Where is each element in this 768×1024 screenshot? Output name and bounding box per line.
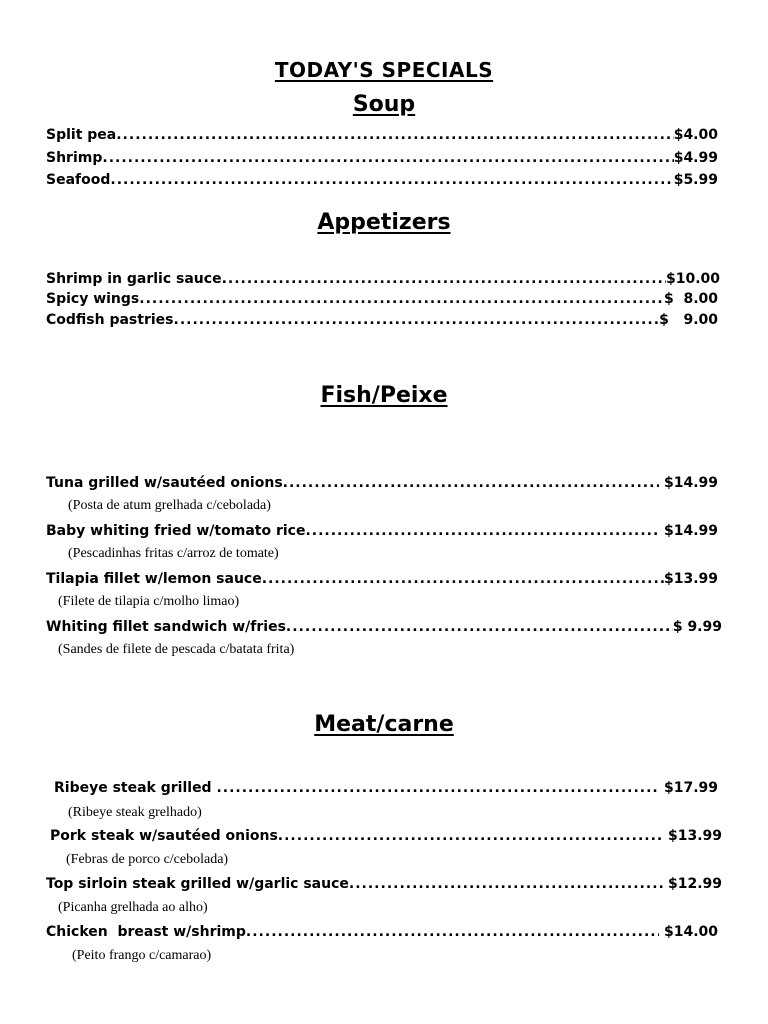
item-name: Top sirloin steak grilled w/garlic sauce [46, 876, 349, 892]
menu-item-codfish-pastries [46, 311, 718, 329]
item-price: $ 8.00 [663, 291, 718, 307]
dot-leader [216, 779, 659, 797]
item-price: $12.99 [663, 876, 722, 892]
item-price: $13.99 [663, 828, 722, 844]
menu-item-spicy-wings [46, 290, 718, 308]
item-price: $14.99 [659, 523, 718, 539]
menu-item-seafood [46, 171, 718, 189]
menu-item-tuna [46, 474, 718, 492]
dot-leader [116, 126, 673, 144]
item-price: $4.99 [673, 150, 718, 166]
dot-leader [278, 827, 663, 845]
item-name: Codfish pastries [46, 312, 174, 328]
item-translation: (Posta de atum grelhada c/cebolada) [68, 498, 271, 513]
menu-item-baby-whiting [46, 522, 718, 540]
item-name: Tuna grilled w/sautéed onions [46, 475, 283, 491]
menu-item-split-pea [46, 126, 718, 144]
soup-heading: Soup [352, 92, 416, 117]
dot-leader [246, 923, 659, 941]
item-name: Split pea [46, 127, 117, 143]
dot-leader [222, 270, 666, 288]
item-price: $ 9.99 [672, 619, 722, 635]
item-name: Baby whiting fried w/tomato rice [46, 523, 306, 539]
item-name: Shrimp in garlic sauce [46, 271, 222, 287]
menu-item-whiting-sandwich [46, 618, 722, 636]
item-price: $17.99 [659, 780, 718, 796]
dot-leader [349, 875, 663, 893]
item-price: $4.00 [673, 127, 718, 143]
item-translation: (Filete de tilapia c/molho limao) [58, 594, 240, 609]
item-translation: (Febras de porco c/cebolada) [66, 852, 229, 867]
menu-item-ribeye [54, 779, 718, 797]
item-name: Seafood [46, 172, 111, 188]
menu-item-tilapia [46, 570, 718, 588]
dot-leader [110, 171, 673, 189]
menu-item-chicken-breast [46, 923, 718, 941]
menu-item-shrimp-garlic-sauce [46, 270, 720, 288]
item-price: $10.00 [665, 271, 720, 287]
meat-heading: Meat/carne [314, 712, 454, 737]
item-name: Spicy wings [46, 291, 140, 307]
item-price: $14.00 [659, 924, 718, 940]
item-price: $14.99 [659, 475, 718, 491]
item-name: Pork steak w/sautéed onions [50, 828, 278, 844]
menu-item-pork-steak [50, 827, 722, 845]
item-translation: (Sandes de filete de pescada c/batata frita) [58, 642, 295, 657]
dot-leader [139, 290, 664, 308]
menu-item-top-sirloin [46, 875, 722, 893]
item-name: Whiting fillet sandwich w/fries [46, 619, 286, 635]
dot-leader [262, 570, 664, 588]
dot-leader [305, 522, 659, 540]
item-translation: (Ribeye steak grelhado) [68, 805, 202, 820]
item-translation: (Peito frango c/camarao) [72, 948, 212, 963]
page-title: TODAY'S SPECIALS [274, 58, 494, 82]
dot-leader [283, 474, 659, 492]
item-name: Chicken breast w/shrimp [46, 924, 246, 940]
appetizers-heading: Appetizers [317, 210, 451, 235]
dot-leader [102, 149, 673, 167]
dot-leader [174, 311, 660, 329]
menu-item-shrimp [46, 149, 718, 167]
item-price: $13.99 [663, 571, 718, 587]
item-price: $5.99 [673, 172, 718, 188]
fish-heading: Fish/Peixe [320, 383, 448, 408]
item-name: Shrimp [46, 150, 103, 166]
item-name: Ribeye steak grilled [54, 780, 217, 796]
item-translation: (Picanha grelhada ao alho) [58, 900, 208, 915]
item-price: $ 9.00 [659, 312, 718, 328]
item-name: Tilapia fillet w/lemon sauce [46, 571, 262, 587]
item-translation: (Pescadinhas fritas c/arroz de tomate) [68, 546, 279, 561]
dot-leader [286, 618, 673, 636]
